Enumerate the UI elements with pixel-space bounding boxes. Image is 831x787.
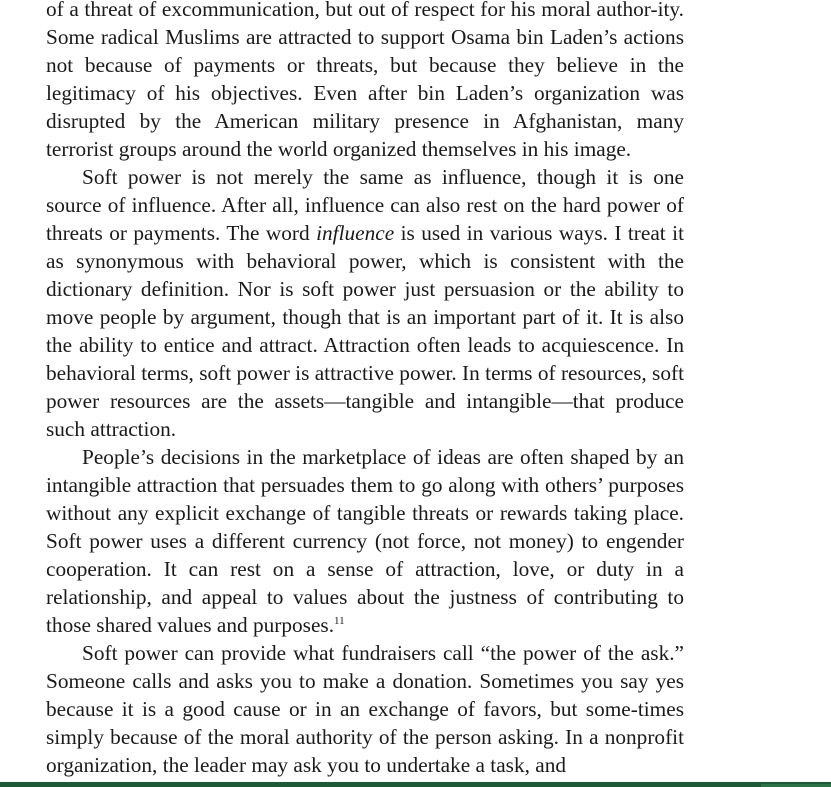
italic-term: influence [316,221,395,245]
body-text [46,0,684,779]
footnote-marker: 11 [334,615,345,627]
text-segment: is used in various ways. I treat it as synonymous with behavioral power, which is consistent with the dictionary definition. Nor is soft power just persuasion or the ability to move people by argument, though that is an important part of it. It is also the ability to entice and attract. Attraction often leads to acquiescence. In behavioral terms, soft power is attractive power. In terms of resources, soft power resources are the assets—tangible and intangible—that produce such attraction. [46,221,684,441]
text-segment: of a threat of excommunication, but out of respect for his moral author-ity. Some radical Muslims are attracted to support Osama bin Laden’s actions not because of payments or threats, but because they believe in the legitimacy of his objectives. Even after bin Laden’s organization was disrupted by the American military presence in Afghanistan, many terrorist groups around the world organized themselves in his image. [46,0,684,161]
paragraph [46,443,684,639]
text-segment: Soft power can provide what fundraisers call “the power of the ask.” Someone calls and asks you to make a donation. Sometimes you say yes because it is a good cause or in an exchange of favors, but some-times simply because of the moral authority of the person asking. In a nonprofit organization, the leader may ask you to undertake a task, and [46,641,684,777]
paragraph [46,163,684,443]
paragraph [46,639,684,779]
bottom-border-bar [0,782,831,787]
text-segment: People’s decisions in the marketplace of ideas are often shaped by an intangible attraction that persuades them to go along with others’ purposes without any explicit exchange of tangible threats or rewards taking place. Soft power uses a different currency (not force, not money) to engender cooperation. It can rest on a sense of attraction, love, or duty in a relationship, and appeal to values about the justness of contributing to those shared values and purposes. [46,445,684,637]
paragraph [46,0,684,163]
text-segment: Soft power is not merely the same as influence, though it is one source of influence. After all, influence can also rest on the hard power of threats or payments. The word [46,165,684,245]
